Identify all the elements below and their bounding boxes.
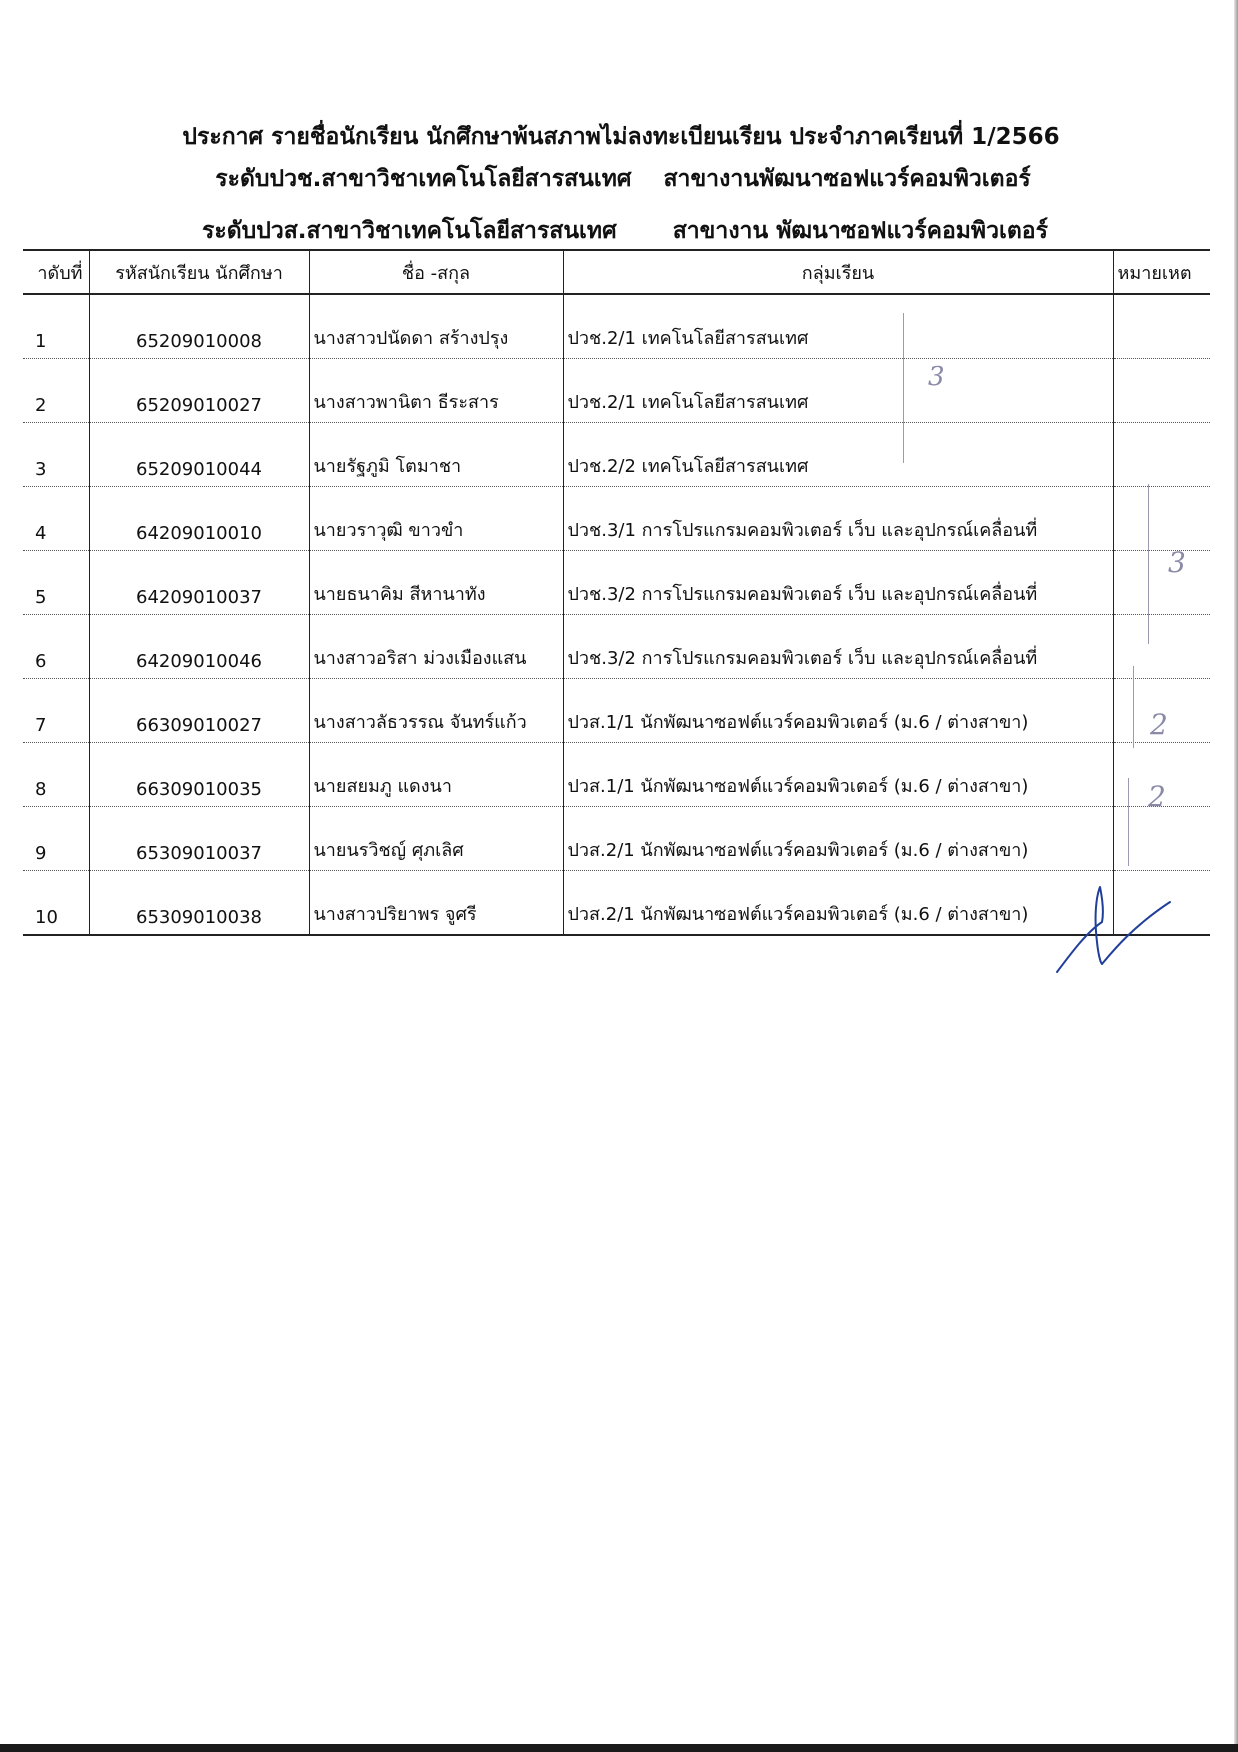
cell-student-id: 64209010046 [89, 615, 309, 679]
cell-sequence: 2 [23, 359, 89, 423]
cell-full-name: นายธนาคิม สีหานาทัง [309, 551, 563, 615]
cell-student-id: 65209010044 [89, 423, 309, 487]
cell-sequence: 7 [23, 679, 89, 743]
pencil-tally-mark: 3 [1168, 546, 1186, 579]
cell-full-name: นางสาวพานิตา ธีระสาร [309, 359, 563, 423]
cell-sequence: 3 [23, 423, 89, 487]
cell-class-group: ปวช.3/2 การโปรแกรมคอมพิวเตอร์ เว็บ และอุปกรณ์เคลื่อนที่ [563, 551, 1113, 615]
cell-sequence: 10 [23, 871, 89, 936]
cell-remark [1113, 294, 1210, 359]
scan-bottom-edge [0, 1744, 1238, 1752]
pencil-tally-mark: 2 [1150, 708, 1168, 741]
cell-student-id: 66309010027 [89, 679, 309, 743]
table-header-row [23, 250, 1210, 294]
cell-sequence: 4 [23, 487, 89, 551]
header-remark: หมายเหต [1113, 250, 1210, 294]
table-row [23, 359, 1210, 423]
cell-class-group: ปวช.3/1 การโปรแกรมคอมพิวเตอร์ เว็บ และอุปกรณ์เคลื่อนที่ [563, 487, 1113, 551]
pencil-tally-mark: 3 [928, 362, 945, 392]
subtitle-vocational-certificate: ระดับปวช.สาขาวิชาเทคโนโลยีสารสนเทศ สาขางานพัฒนาซอฟแวร์คอมพิวเตอร์ [215, 166, 1031, 192]
pencil-bracket-line [1128, 778, 1129, 866]
cell-sequence: 1 [23, 294, 89, 359]
cell-class-group: ปวช.3/2 การโปรแกรมคอมพิวเตอร์ เว็บ และอุปกรณ์เคลื่อนที่ [563, 615, 1113, 679]
pencil-bracket-line [1133, 666, 1134, 748]
table-row [23, 423, 1210, 487]
pencil-bracket-line [1148, 484, 1149, 644]
cell-student-id: 65309010038 [89, 871, 309, 936]
cell-student-id: 64209010037 [89, 551, 309, 615]
cell-full-name: นายรัฐภูมิ โตมาชา [309, 423, 563, 487]
scan-edge-shadow [1234, 0, 1238, 1752]
cell-full-name: นางสาวอริสา ม่วงเมืองแสน [309, 615, 563, 679]
cell-student-id: 64209010010 [89, 487, 309, 551]
cell-class-group: ปวส.2/1 นักพัฒนาซอฟต์แวร์คอมพิวเตอร์ (ม.6 / ต่างสาขา) [563, 871, 1113, 936]
header-class-group: กลุ่มเรียน [563, 250, 1113, 294]
header-sequence: าดับที่ [23, 250, 89, 294]
table-row [23, 294, 1210, 359]
student-roster-table [23, 249, 1210, 936]
announcement-title: ประกาศ รายชื่อนักเรียน นักศึกษาพ้นสภาพไม่ลงทะเบียนเรียน ประจำภาคเรียนที่ 1/2566 [182, 124, 1060, 150]
cell-class-group: ปวช.2/1 เทคโนโลยีสารสนเทศ [563, 359, 1113, 423]
cell-sequence: 6 [23, 615, 89, 679]
cell-remark [1113, 551, 1210, 615]
pencil-tally-mark: 2 [1148, 780, 1166, 813]
cell-class-group: ปวช.2/1 เทคโนโลยีสารสนเทศ [563, 294, 1113, 359]
table-body [23, 294, 1210, 935]
cell-full-name: นายสยมภู แดงนา [309, 743, 563, 807]
cell-student-id: 66309010035 [89, 743, 309, 807]
cell-full-name: นางสาวปริยาพร จูศรี [309, 871, 563, 936]
cell-student-id: 65309010037 [89, 807, 309, 871]
table-row [23, 743, 1210, 807]
cell-remark [1113, 423, 1210, 487]
table-row [23, 551, 1210, 615]
cell-class-group: ปวส.2/1 นักพัฒนาซอฟต์แวร์คอมพิวเตอร์ (ม.6 / ต่างสาขา) [563, 807, 1113, 871]
cell-sequence: 9 [23, 807, 89, 871]
cell-sequence: 8 [23, 743, 89, 807]
table-row [23, 679, 1210, 743]
pencil-bracket-line [903, 313, 904, 463]
table-row [23, 871, 1210, 936]
cell-sequence: 5 [23, 551, 89, 615]
cell-class-group: ปวส.1/1 นักพัฒนาซอฟต์แวร์คอมพิวเตอร์ (ม.6 / ต่างสาขา) [563, 679, 1113, 743]
cell-full-name: นายนรวิชญ์ ศุภเลิศ [309, 807, 563, 871]
cell-student-id: 65209010008 [89, 294, 309, 359]
table-row [23, 487, 1210, 551]
cell-remark [1113, 359, 1210, 423]
table-row [23, 615, 1210, 679]
subtitle-high-vocational-certificate: ระดับปวส.สาขาวิชาเทคโนโลยีสารสนเทศ สาขางาน พัฒนาซอฟแวร์คอมพิวเตอร์ [202, 218, 1048, 244]
cell-class-group: ปวส.1/1 นักพัฒนาซอฟต์แวร์คอมพิวเตอร์ (ม.6 / ต่างสาขา) [563, 743, 1113, 807]
signature-mark [1052, 882, 1172, 982]
header-student-id: รหัสนักเรียน นักศึกษา [89, 250, 309, 294]
cell-full-name: นางสาวปนัดดา สร้างปรุง [309, 294, 563, 359]
cell-remark [1113, 487, 1210, 551]
cell-remark [1113, 615, 1210, 679]
cell-full-name: นายวราวุฒิ ขาวขำ [309, 487, 563, 551]
table-row [23, 807, 1210, 871]
cell-full-name: นางสาวลัธวรรณ จันทร์แก้ว [309, 679, 563, 743]
header-full-name: ชื่อ -สกุล [309, 250, 563, 294]
cell-class-group: ปวช.2/2 เทคโนโลยีสารสนเทศ [563, 423, 1113, 487]
cell-student-id: 65209010027 [89, 359, 309, 423]
